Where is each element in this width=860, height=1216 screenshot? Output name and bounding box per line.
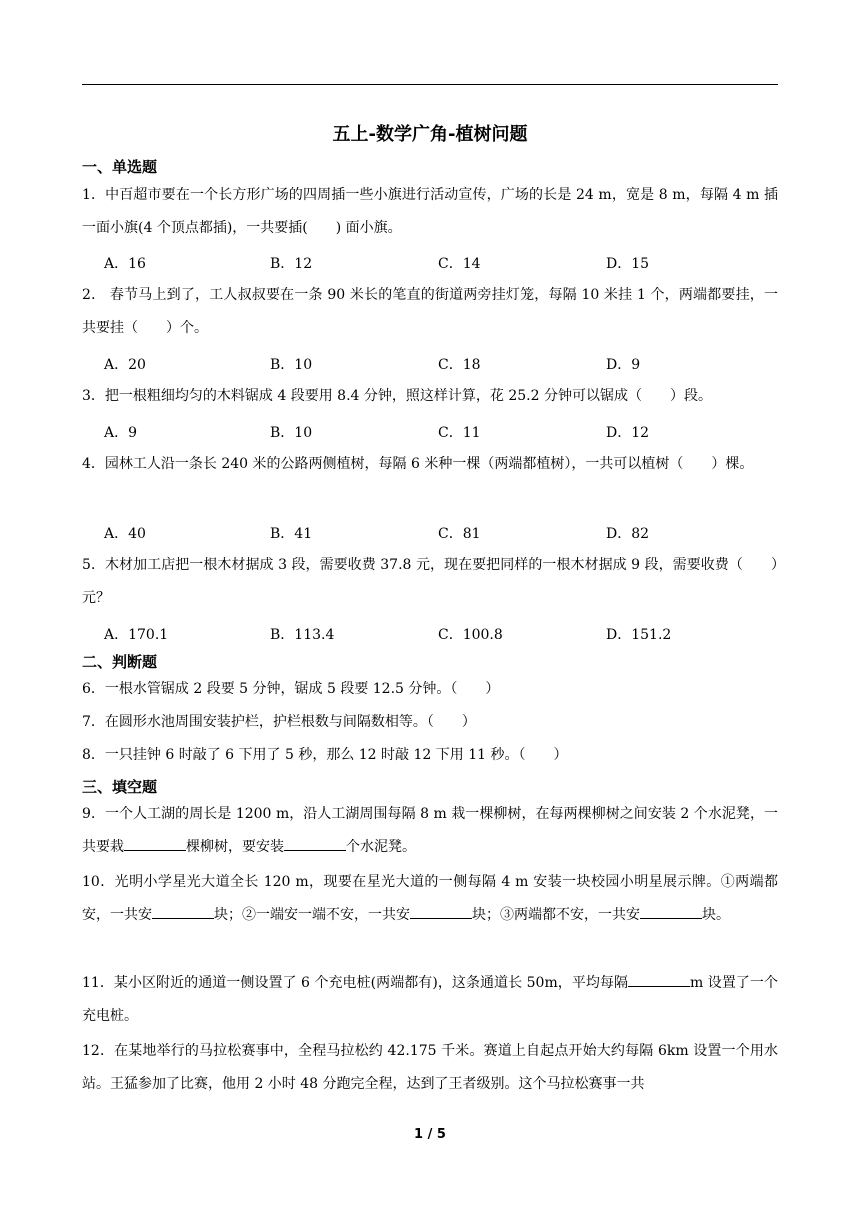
question-10-text-a: 10．光明小学星光大道全长 120 m，现要在星光大道的一侧每隔 4 m 安装一块校园小明星展示牌。①两端都安，一共安 [82,874,778,923]
question-6: 6．一根水管锯成 2 段要 5 分钟，锯成 5 段要 12.5 分钟。（ ） [82,681,500,697]
answer-blank[interactable] [628,972,690,987]
answer-blank[interactable] [640,904,702,919]
question-10-text-c: 块；③两端都不安，一共安 [472,907,640,923]
option-c: C．14 [438,256,481,272]
question-9 [82,798,778,864]
question-9-text-b: 棵柳树，要安装 [186,839,284,855]
option-d: D．15 [606,256,650,272]
option-b: B．12 [270,256,313,272]
answer-blank[interactable] [410,904,472,919]
option-c: C．18 [438,357,481,373]
option-a: A．40 [104,526,146,542]
answer-blank[interactable] [152,904,214,919]
option-a: A．170.1 [104,627,169,643]
question-9-text-c: 个水泥凳。 [346,839,416,855]
question-4: 4．园林工人沿一条长 240 米的公路两侧植树，每隔 6 米种一棵（两端都植树），一共可以植树（ ）棵。 [82,456,754,472]
option-b: B．41 [270,526,313,542]
page-number: 1 / 5 [414,1127,446,1142]
option-d: D．151.2 [606,627,672,643]
option-a: A．9 [104,425,138,441]
option-c: C．100.8 [438,627,503,643]
answer-blank[interactable] [124,836,186,851]
question-3: 3．把一根粗细均匀的木料锯成 4 段要用 8.4 分钟，照这样计算，花 25.2 分钟可以锯成（ ）段。 [82,388,712,404]
answer-blank[interactable] [284,836,346,851]
question-11-text-a: 11．某小区附近的通道一侧设置了 6 个充电桩(两端都有)，这条通道长 50m，平均每隔 [82,975,629,991]
question-11 [82,967,778,1033]
question-10 [82,866,778,932]
option-c: C．81 [438,526,481,542]
question-10-text-d: 块。 [702,907,730,923]
option-a: A．20 [104,357,146,373]
option-c: C．11 [438,425,481,441]
section-heading-single-choice: 一、单选题 [82,158,158,176]
question-5: 5．木材加工店把一根木材据成 3 段，需要收费 37.8 元，现在要把同样的一根木材据成 9 段，需要收费（ ）元？ [82,557,778,606]
question-11-text-b: m 设置了一个充电桩。 [82,975,778,1024]
option-d: D．82 [606,526,650,542]
header-rule [82,84,778,85]
option-b: B．113.4 [270,627,335,643]
option-b: B．10 [270,425,313,441]
section-heading-fill-in: 三、填空题 [82,778,158,796]
option-b: B．10 [270,357,313,373]
question-9-text-a: 9．一个人工湖的周长是 1200 m，沿人工湖周围每隔 8 m 栽一棵柳树，在每两棵柳树之间安装 2 个水泥凳，一共要栽 [82,806,778,855]
question-8: 8．一只挂钟 6 时敲了 6 下用了 5 秒，那么 12 时敲 12 下用 11 秒。（ ） [82,747,568,763]
question-10-text-b: 块；②一端安一端不安，一共安 [214,907,410,923]
option-d: D．12 [606,425,650,441]
option-d: D．9 [606,357,641,373]
section-heading-true-false: 二、判断题 [82,653,158,671]
page-title: 五上-数学广角-植树问题 [332,124,528,145]
question-1: 1．中百超市要在一个长方形广场的四周插一些小旗进行活动宣传，广场的长是 24 m，宽是 8 m，每隔 4 m 插一面小旗(4 个顶点都插)，一共要插( ) 面小旗。 [82,187,778,236]
question-12: 12．在某地举行的马拉松赛事中，全程马拉松约 42.175 千米。赛道上自起点开始大约每隔 6km 设置一个用水站。王猛参加了比赛，他用 2 小时 48 分跑完全程，达到了王者级别。这个马拉松赛事一共 [82,1043,778,1092]
question-2: 2． 春节马上到了，工人叔叔要在一条 90 米长的笔直的街道两旁挂灯笼，每隔 10 米挂 1 个，两端都要挂，一共要挂（ ）个。 [82,287,778,336]
question-7: 7．在圆形水池周围安装护栏，护栏根数与间隔数相等。（ ） [82,714,476,730]
option-a: A．16 [104,256,146,272]
